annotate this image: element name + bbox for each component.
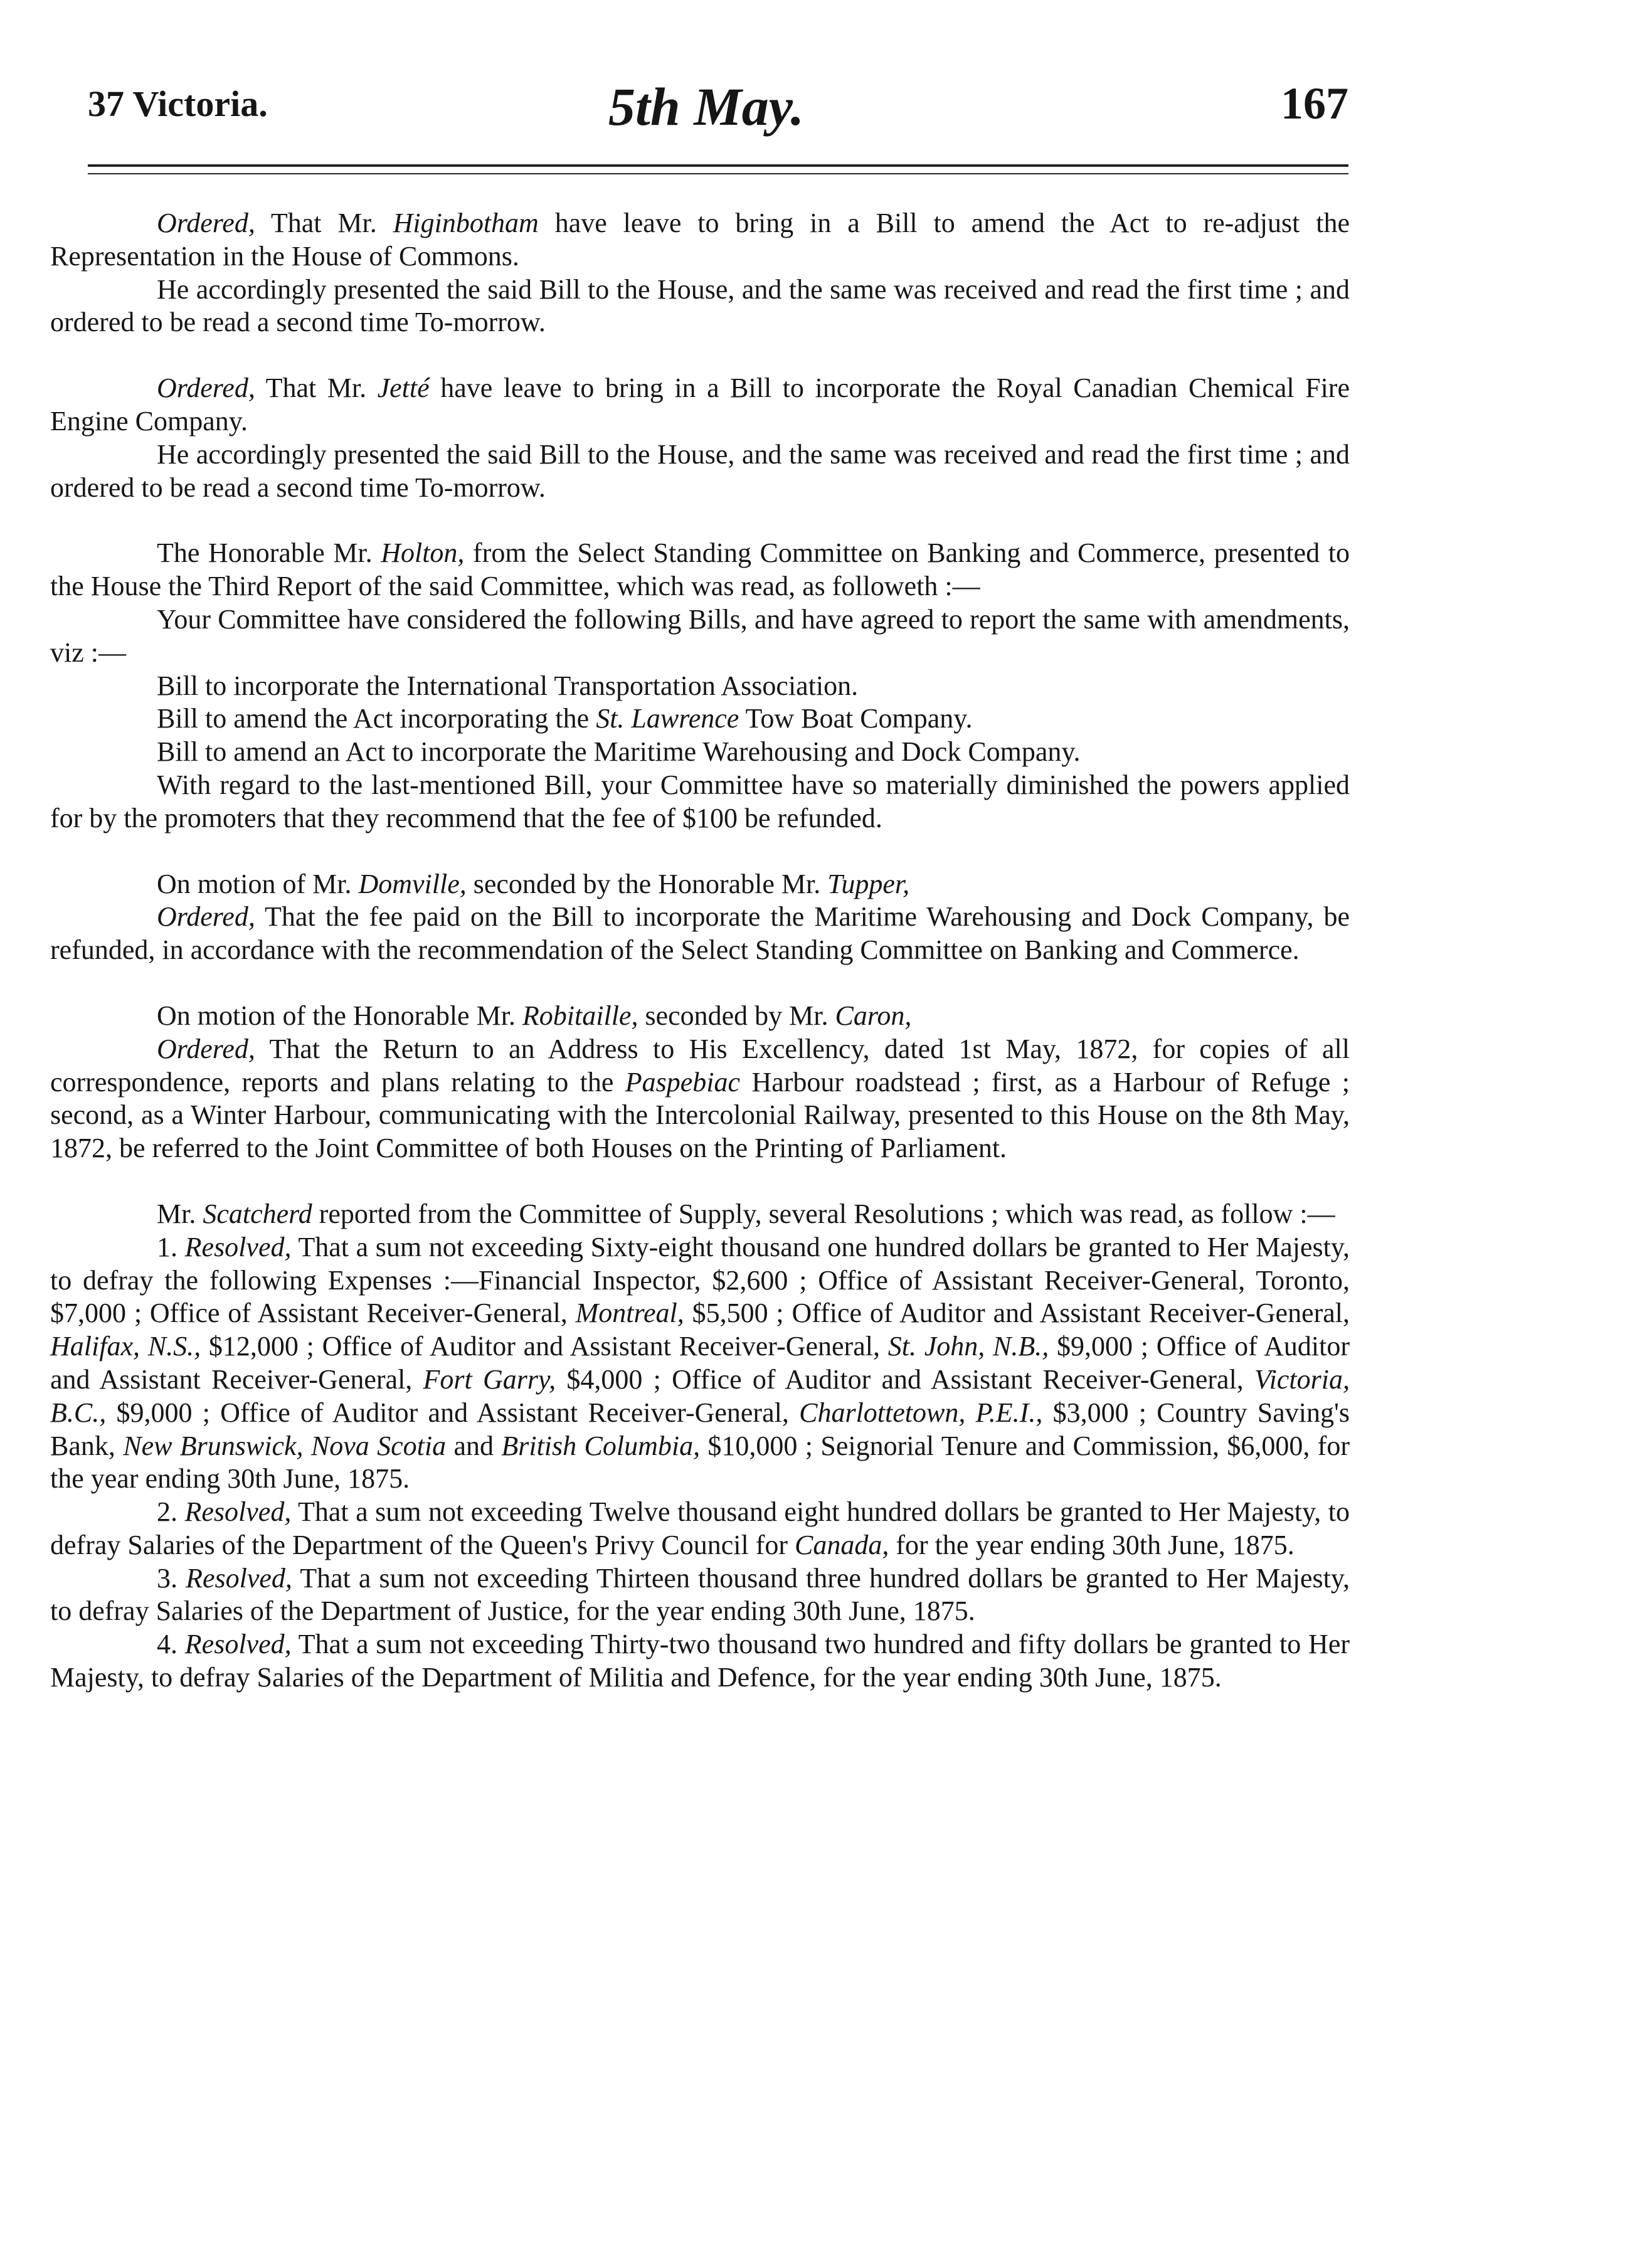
motion-line: On motion of Mr. Domville, seconded by the Honorable Mr. Tupper, xyxy=(157,868,910,899)
bill-item: Bill to incorporate the International Transportation Association. xyxy=(157,670,859,701)
resolution-2: 2. Resolved, That a sum not exceeding Twelve thousand eight hundred dollars be granted to Her Majesty, to defray Salaries of the Department of the Queen's Privy Council for Canada, for the year ending 30th June, 1875. xyxy=(50,1496,1350,1560)
order-paragraph: Ordered, That the fee paid on the Bill to incorporate the Maritime Warehousing and Dock Company, be refunded, in accordance with the recommendation of the Select Standing Committee on Banking and Commerce. xyxy=(50,901,1350,966)
presentation-paragraph: He accordingly presented the said Bill to the House, and the same was received and read the first time ; and ordered to be read a second time To-morrow. xyxy=(50,438,1350,503)
entry-jette xyxy=(50,372,1350,504)
bill-item: Bill to amend the Act incorporating the St. Lawrence Tow Boat Company. xyxy=(157,703,973,734)
member-name: Robitaille, xyxy=(522,1000,638,1031)
entry-higinbotham xyxy=(50,207,1350,339)
member-name: Higinbotham xyxy=(393,208,539,238)
bill-item: Bill to amend an Act to incorporate the Maritime Warehousing and Dock Company. xyxy=(157,736,1081,768)
report-recommendation: With regard to the last-mentioned Bill, your Committee have so materially diminished the powers applied for by the promoters that they recommend that the fee of $100 be refunded. xyxy=(50,769,1350,833)
resolution-3: 3. Resolved, That a sum not exceeding Thirteen thousand three hundred dollars be granted to Her Majesty, to defray Salaries of the Department of Justice, for the year ending 30th June, 1875. xyxy=(50,1562,1350,1627)
entry-robitaille-motion xyxy=(50,1000,1350,1165)
report-text: Your Committee have considered the following Bills, and have agreed to report the same with amendments, viz :— xyxy=(50,603,1350,668)
page-body xyxy=(50,207,1350,1727)
entry-holton-report xyxy=(50,537,1350,835)
header-rule-thin xyxy=(88,173,1348,174)
member-name: Domville, xyxy=(358,868,467,899)
supply-intro: Mr. Scatcherd reported from the Committee of Supply, several Resolutions ; which was read, as follow :— xyxy=(157,1198,1335,1229)
page-number: 167 xyxy=(1281,78,1348,129)
resolution-1: 1. Resolved, That a sum not exceeding Sixty-eight thousand one hundred dollars be granted to Her Majesty, to defray the following Expenses :—Financial Inspector, $2,600 ; Office of Assistant Receiver-General, Toronto, $7,000 ; Office of Assistant Receiver-General, Montreal, $5,500 ; Office of Auditor and Assistant Receiver-General, Halifax, N.S., $12,000 ; Office of Auditor and Assistant Receiver-General, St. John, N.B., $9,000 ; Office of Auditor and Assistant Receiver-General, Fort Garry, $4,000 ; Office of Auditor and Assistant Receiver-General, Victoria, B.C., $9,000 ; Office of Auditor and Assistant Receiver-General, Charlottetown, P.E.I., $3,000 ; Country Saving's Bank, New Brunswick, Nova Scotia and British Columbia, $10,000 ; Seignorial Tenure and Commission, $6,000, for the year ending 30th June, 1875. xyxy=(50,1231,1350,1494)
member-name: Scatcherd xyxy=(203,1198,312,1229)
member-name: Jetté xyxy=(377,373,430,404)
order-paragraph: Ordered, That Mr. Higinbotham have leave to bring in a Bill to amend the Act to re-adjust the Representation in the House of Commons. xyxy=(50,208,1350,272)
page-date: 5th May. xyxy=(608,77,805,137)
entry-domville-motion xyxy=(50,868,1350,967)
report-intro: The Honorable Mr. Holton, from the Select Standing Committee on Banking and Commerce, presented to the House the Third Report of the said Committee, which was read, as followeth :— xyxy=(50,537,1350,602)
motion-line: On motion of the Honorable Mr. Robitaille, seconded by Mr. Caron, xyxy=(157,1000,912,1031)
header-rule-thick xyxy=(88,164,1348,167)
member-name: Caron, xyxy=(835,1000,912,1031)
order-paragraph: Ordered, That Mr. Jetté have leave to bring in a Bill to incorporate the Royal Canadian Chemical Fire Engine Company. xyxy=(50,373,1350,436)
entry-scatcherd-supply xyxy=(50,1198,1350,1695)
page-header xyxy=(88,75,1348,144)
presentation-paragraph: He accordingly presented the said Bill to the House, and the same was received and read the first time ; and ordered to be read a second time To-morrow. xyxy=(50,273,1350,338)
resolution-4: 4. Resolved, That a sum not exceeding Thirty-two thousand two hundred and fifty dollars be granted to Her Majesty, to defray Salaries of the Department of Militia and Defence, for the year ending 30th June, 1875. xyxy=(50,1629,1350,1693)
member-name: Tupper, xyxy=(827,868,910,899)
regnal-year: 37 Victoria. xyxy=(88,83,268,124)
order-paragraph: Ordered, That the Return to an Address to His Excellency, dated 1st May, 1872, for copies of all correspondence, reports and plans relating to the Paspebiac Harbour roadstead ; first, as a Harbour of Refuge ; second, as a Winter Harbour, communicating with the Intercolonial Railway, presented to this House on the 8th May, 1872, be referred to the Joint Committee of both Houses on the Printing of Parliament. xyxy=(50,1033,1350,1164)
member-name: Holton, xyxy=(381,537,465,569)
